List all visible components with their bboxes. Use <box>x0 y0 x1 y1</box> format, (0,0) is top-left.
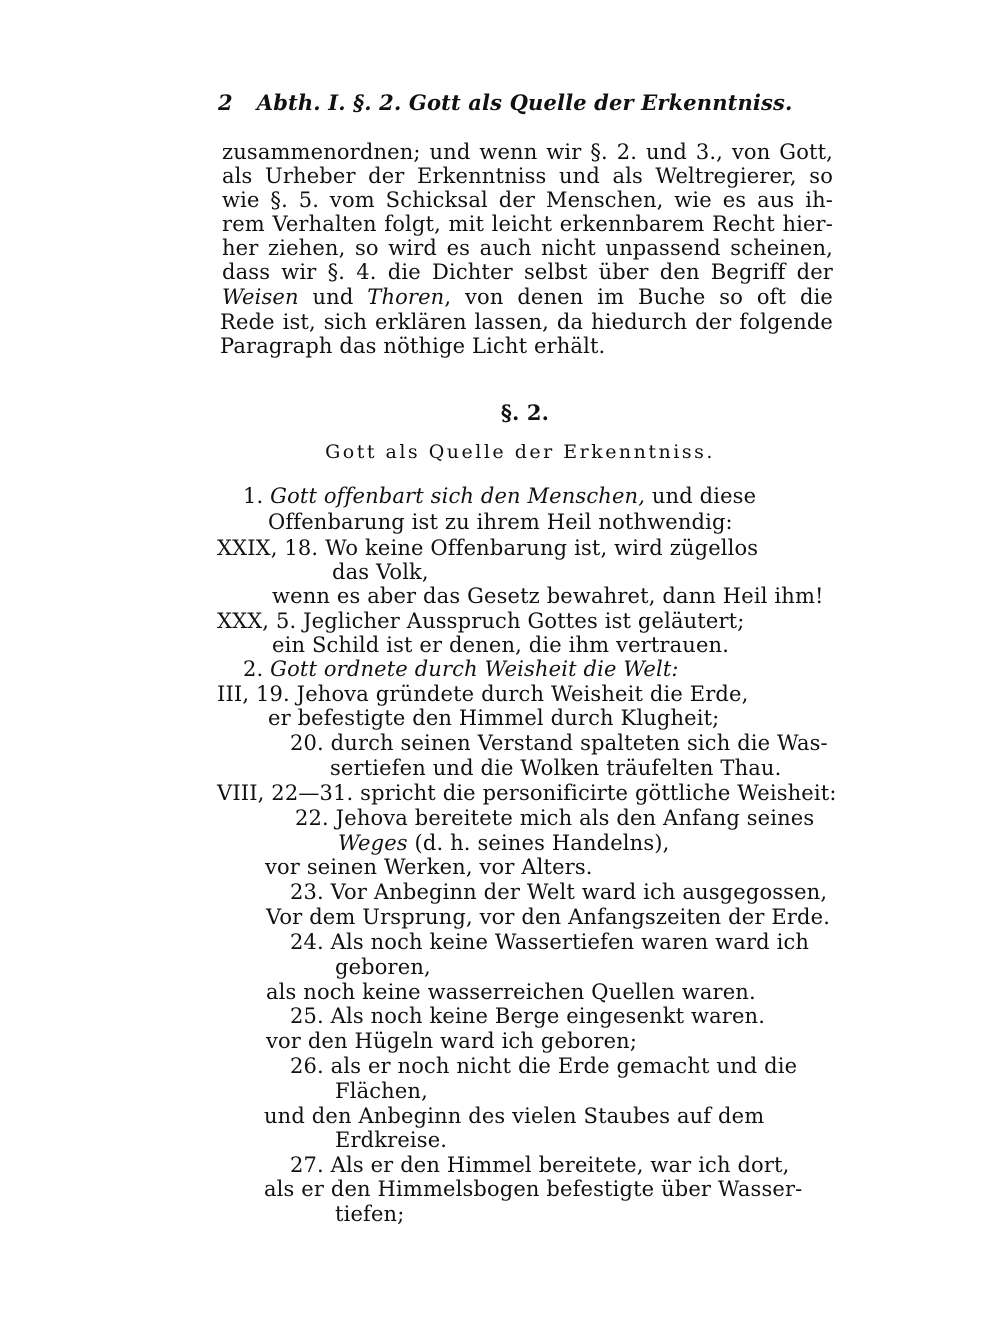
running-title: Abth. I. §. 2. Gott als Quelle der Erkenntniss. <box>256 90 793 115</box>
term-thoren: Thoren <box>367 285 445 309</box>
intro-line: Paragraph das nöthige Licht erhält. <box>220 334 606 358</box>
verse-line: 22. Jehova bereitete mich als den Anfang seines <box>295 806 815 830</box>
intro-line: als Urheber der Erkenntniss und als Weltregierer, so <box>222 164 833 188</box>
verse-line: Erdkreise. <box>335 1128 448 1152</box>
page-number: 2 <box>218 90 233 115</box>
verse-line: Weges (d. h. seines Handelns), <box>338 831 670 855</box>
heading-1: 1. Gott offenbart sich den Menschen, und diese <box>243 484 757 508</box>
verse-line: 27. Als er den Himmel bereitete, war ich dort, <box>290 1153 790 1177</box>
verse-line: Vor dem Ursprung, vor den Anfangszeiten der Erde. <box>266 905 831 929</box>
section-number: §. 2. <box>500 400 550 425</box>
intro-line: her ziehen, so wird es auch nicht unpassend scheinen, <box>222 236 833 260</box>
verse-line: 20. durch seinen Verstand spalteten sich die Was- <box>290 731 828 755</box>
intro-line: rem Verhalten folgt, mit leicht erkennbarem Recht hier- <box>222 212 833 236</box>
verse-line: vor seinen Werken, vor Alters. <box>265 855 593 879</box>
verse-line: XXX, 5. Jeglicher Ausspruch Gottes ist geläutert; <box>217 609 745 633</box>
intro-line: dass wir §. 4. die Dichter selbst über den Begriff der <box>222 260 833 284</box>
verse-line: geboren, <box>335 955 431 979</box>
intro-line: Rede ist, sich erklären lassen, da hiedurch der folgende <box>220 310 833 334</box>
verse-line: ein Schild ist er denen, die ihm vertrauen. <box>272 633 730 657</box>
section-title: Gott als Quelle der Erkenntniss. <box>325 441 715 463</box>
verse-line: XXIX, 18. Wo keine Offenbarung ist, wird zügellos <box>217 536 759 560</box>
intro-line: Weisen und Thoren, von denen im Buche so oft die <box>222 285 834 309</box>
verse-line: III, 19. Jehova gründete durch Weisheit die Erde, <box>217 682 749 706</box>
verse-line: das Volk, <box>332 560 429 584</box>
term-weisen: Weisen <box>222 285 299 309</box>
intro-line: wie §. 5. vom Schicksal der Menschen, wie es aus ih- <box>222 188 833 212</box>
verse-line: als er den Himmelsbogen befestigte über Wasser- <box>264 1177 803 1201</box>
verse-line: 25. Als noch keine Berge eingesenkt waren. <box>290 1004 766 1028</box>
verse-line: 24. Als noch keine Wassertiefen waren ward ich <box>290 930 810 954</box>
verse-line: tiefen; <box>335 1202 405 1226</box>
verse-line: er befestigte den Himmel durch Klugheit; <box>268 706 720 730</box>
heading-1-cont: Offenbarung ist zu ihrem Heil nothwendig: <box>268 510 733 534</box>
verse-line: vor den Hügeln ward ich geboren; <box>266 1029 638 1053</box>
heading-2: 2. Gott ordnete durch Weisheit die Welt: <box>243 657 679 681</box>
running-header <box>218 90 792 115</box>
verse-line: 26. als er noch nicht die Erde gemacht und die <box>290 1054 798 1078</box>
verse-line: VIII, 22—31. spricht die personificirte göttliche Weisheit: <box>217 781 837 805</box>
verse-line: Flächen, <box>335 1079 428 1103</box>
verse-line: 23. Vor Anbeginn der Welt ward ich ausgegossen, <box>290 880 828 904</box>
verse-line: als noch keine wasserreichen Quellen waren. <box>266 980 756 1004</box>
verse-line: und den Anbeginn des vielen Staubes auf dem <box>264 1104 765 1128</box>
intro-line: zusammenordnen; und wenn wir §. 2. und 3., von Gott, <box>222 140 833 164</box>
verse-line: wenn es aber das Gesetz bewahret, dann Heil ihm! <box>272 584 824 608</box>
verse-line: sertiefen und die Wolken träufelten Thau. <box>330 756 782 780</box>
